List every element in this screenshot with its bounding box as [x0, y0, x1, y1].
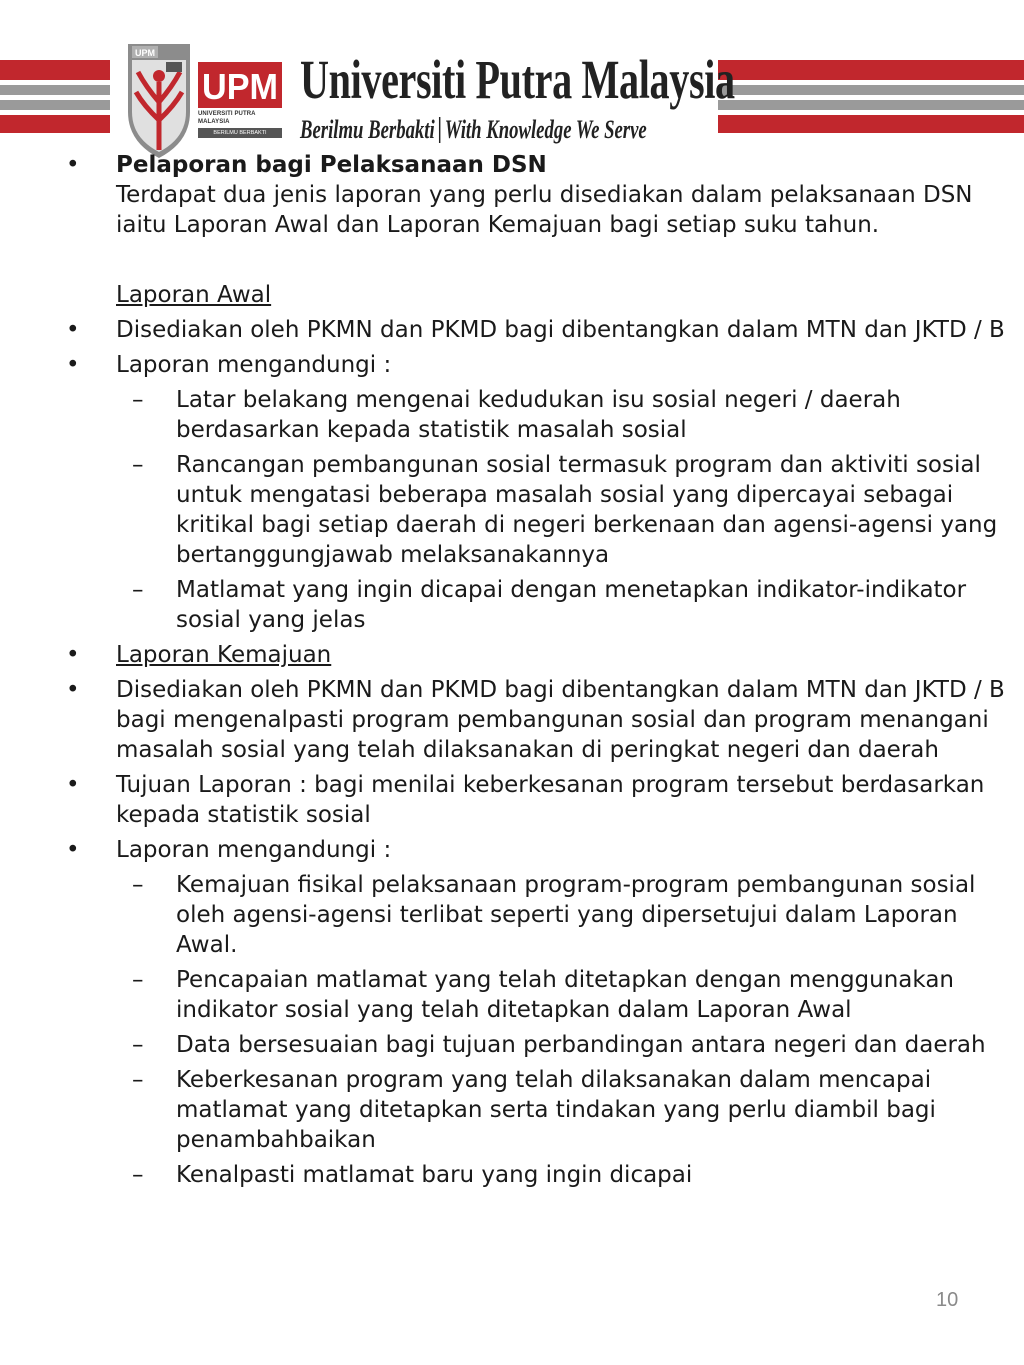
- motto-divider: [439, 117, 440, 143]
- awal-subpoint-3: Matlamat yang ingin dicapai dengan menetapkan indikator-indikator sosial yang jelas: [176, 577, 967, 633]
- kemajuan-subpoint-4: Keberkesanan program yang telah dilaksanakan dalam mencapai matlamat yang ditetapkan serta tindakan yang perlu diambil bagi penambahbaikan: [176, 1067, 936, 1153]
- sub-list-item: [0, 1065, 1024, 1155]
- list-item: [0, 350, 1024, 380]
- dash: –: [132, 387, 144, 413]
- bullet: •: [66, 772, 80, 798]
- kemajuan-point-2: Tujuan Laporan : bagi menilai keberkesanan program tersebut berdasarkan kepada statistik sosial: [116, 772, 985, 828]
- sub-list-item: [0, 385, 1024, 445]
- kemajuan-subpoint-1: Kemajuan fisikal pelaksanaan program-program pembangunan sosial oleh agensi-agensi terlibat seperti yang dipersetujui dalam Laporan Awal.: [176, 872, 976, 958]
- awal-heading-row: [0, 280, 1024, 310]
- bullet: •: [66, 642, 80, 668]
- dash: –: [132, 452, 144, 478]
- spacer: [0, 245, 1024, 280]
- sub-list-item: [0, 870, 1024, 960]
- svg-text:UPM: UPM: [135, 48, 155, 58]
- awal-heading: Laporan Awal: [116, 282, 272, 308]
- kemajuan-subpoint-2: Pencapaian matlamat yang telah ditetapkan dengan menggunakan indikator sosial yang telah ditetapkan dalam Laporan Awal: [176, 967, 954, 1023]
- svg-text:UPM: UPM: [202, 66, 278, 107]
- dash: –: [132, 577, 144, 603]
- awal-point-2: Laporan mengandungi :: [116, 352, 392, 378]
- section-intro: Terdapat dua jenis laporan yang perlu disediakan dalam pelaksanaan DSN iaitu Laporan Awal dan Laporan Kemajuan bagi setiap suku tahun.: [116, 182, 973, 238]
- dash: –: [132, 872, 144, 898]
- dash: –: [132, 1067, 144, 1093]
- awal-point-1: Disediakan oleh PKMN dan PKMD bagi dibentangkan dalam MTN dan JKTD / B: [116, 317, 1005, 343]
- dash: –: [132, 967, 144, 993]
- bullet: •: [66, 152, 80, 178]
- banner-stripes-left: [0, 60, 110, 140]
- kemajuan-subpoint-5: Kenalpasti matlamat baru yang ingin dicapai: [176, 1162, 693, 1188]
- section-title: Pelaporan bagi Pelaksanaan DSN: [116, 152, 547, 178]
- bullet: •: [66, 837, 80, 863]
- page-number: 10: [936, 1289, 959, 1311]
- kemajuan-point-3: Laporan mengandungi :: [116, 837, 392, 863]
- list-item: [0, 640, 1024, 670]
- sub-list-item: [0, 965, 1024, 1025]
- logo-small-motto: BERILMU BERBAKTI: [198, 128, 282, 138]
- list-item: [0, 835, 1024, 865]
- kemajuan-point-1: Disediakan oleh PKMN dan PKMD bagi dibentangkan dalam MTN dan JKTD / B bagi mengenalpasti program pembangunan sosial dan program menangani masalah sosial yang telah dilaksanakan di peringkat negeri dan daerah: [116, 677, 1005, 763]
- list-item: [0, 675, 1024, 765]
- sub-list-item: [0, 450, 1024, 570]
- section-block: [0, 150, 1024, 240]
- bullet: •: [66, 317, 80, 343]
- sub-list-item: [0, 1160, 1024, 1190]
- kemajuan-heading: Laporan Kemajuan: [116, 642, 332, 668]
- awal-subpoint-1: Latar belakang mengenai kedudukan isu sosial negeri / daerah berdasarkan kepada statistik masalah sosial: [176, 387, 901, 443]
- university-name: Universiti Putra Malaysia: [300, 49, 735, 110]
- dash: –: [132, 1162, 144, 1188]
- university-motto: [300, 115, 647, 145]
- awal-subpoint-2: Rancangan pembangunan sosial termasuk program dan aktiviti sosial untuk mengatasi beberapa masalah sosial yang dipercayai sebagai kritikal bagi setiap daerah di negeri berkenaan dan agensi-agensi yang bertanggungjawab melaksanakannya: [176, 452, 998, 568]
- header-banner: [0, 0, 1024, 160]
- upm-crest-icon: [126, 42, 192, 160]
- motto-english: With Knowledge We Serve: [444, 115, 647, 144]
- bullet: •: [66, 352, 80, 378]
- motto-malay: Berilmu Berbakti: [300, 115, 435, 144]
- slide-content: [0, 150, 1024, 1195]
- sub-list-item: [0, 1030, 1024, 1060]
- dash: –: [132, 1032, 144, 1058]
- banner-stripes-right: [718, 60, 1024, 140]
- list-item: [0, 770, 1024, 830]
- logo-small-text: UNIVERSITI PUTRA MALAYSIA: [198, 111, 256, 125]
- list-item: [0, 315, 1024, 345]
- upm-monogram: [198, 62, 282, 108]
- kemajuan-subpoint-3: Data bersesuaian bagi tujuan perbandingan antara negeri dan daerah: [176, 1032, 986, 1058]
- bullet: •: [66, 677, 80, 703]
- sub-list-item: [0, 575, 1024, 635]
